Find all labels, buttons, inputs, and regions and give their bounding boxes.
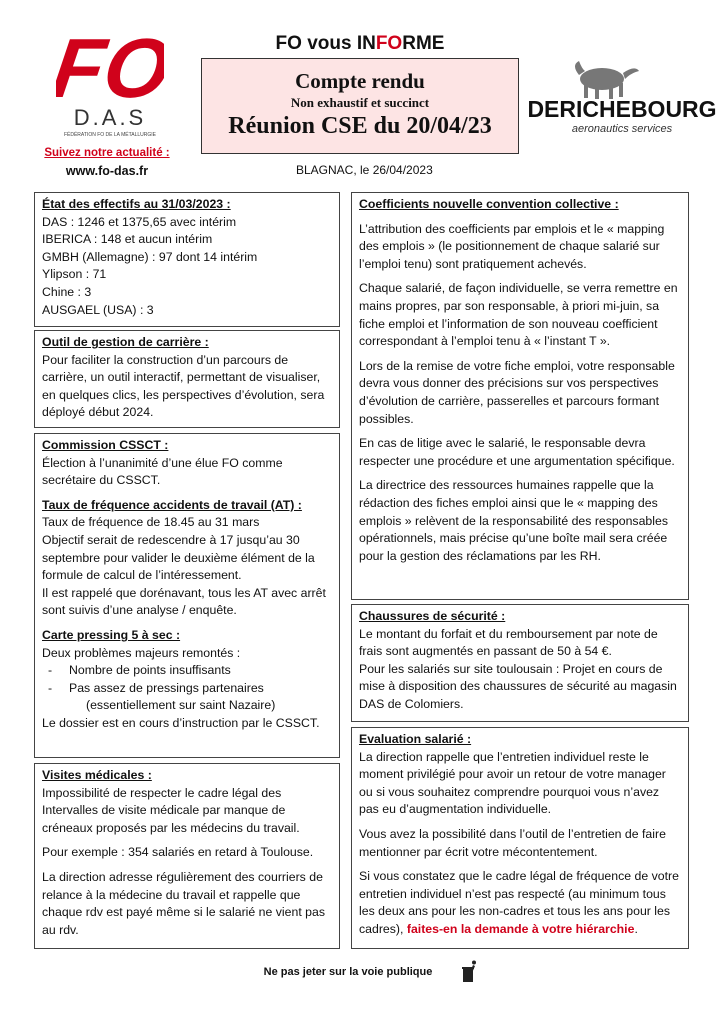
carriere-title: Outil de gestion de carrière : [42,335,209,349]
at-line: Objectif serait de redescendre à 17 jusqu’au 30 septembre pour valider le deuxième élément de la formule de calcul de l’intéressement. [42,532,315,583]
cssct-title: Commission CSSCT : [42,438,169,452]
visites-paragraph: La direction adresse régulièrement des courriers de relance à la médecine du travail et rappelle que chaque rdv est payé même si le salarié ne vient pas au rdv. [42,869,325,937]
fo-logo-text: FO [56,22,164,115]
cssct-text: Élection à l’unanimité d’une élue FO comme secrétaire du CSSCT. [42,455,283,488]
pressing-title: Carte pressing 5 à sec : [42,627,181,642]
coefficients-paragraph: La directrice des ressources humaines rappelle que la rédaction des fiches emploi ainsi que le « mapping des emplois » relèvent de la responsabilité des responsables opérationnels, mais précise qu’une boîte mail sera créée pour la gestion des réclamations par les RH. [359,478,668,563]
follow-label: Suivez notre actualité : [44,147,170,159]
evaluation-paragraph-last: Si vous constatez que le cadre légal de fréquence de votre entretien individuel n’est pas respecté (au minimum tous les deux ans pour les non-cadres et tous les ans pour les cadres), faites-en la demande à votre hiérarchie. [359,869,679,936]
coefficients-box [351,192,689,600]
effectif-line: Chine : 3 [42,284,92,299]
evaluation-title: Evaluation salarié : [359,732,472,746]
at-title: Taux de fréquence accidents de travail (AT) : [42,497,302,512]
effectif-line: AUSGAEL (USA) : 3 [42,302,154,317]
chaussures-paragraph: Le montant du forfait et du remboursement par note de frais sont augmentés en passant de 50 à 54 €. [359,626,658,659]
evaluation-paragraph: La direction rappelle que l’entretien individuel reste le moment privilégié pour avoir un retour de votre manager ou si vous souhaitez comprendre pourquoi vous n’avez pas eu d’augmentation individuelle. [359,749,666,817]
coefficients-title: Coefficients nouvelle convention collective : [359,197,619,211]
chaussures-box [351,604,689,722]
pressing-item-note: (essentiellement sur saint Nazaire) [86,698,276,713]
effectif-line: DAS : 1246 et 1375,65 avec intérim [42,214,237,229]
pressing-end: Le dossier est en cours d’instruction par le CSSCT. [42,715,320,730]
coefficients-paragraph: L’attribution des coefficients par emplois et le « mapping des emplois » (le positionnement de chaque salarié sur l’emploi tenu) sont pratiquement achevés. [359,221,665,271]
visites-box [34,763,340,949]
report-title: Compte rendu [295,69,425,93]
cssct-box [34,433,340,758]
visites-title: Visites médicales : [42,768,152,782]
pressing-item: - Nombre de points insuffisants [42,662,332,680]
evaluation-box [351,727,689,949]
at-line: Il est rappelé que dorénavant, tous les AT avec arrêt sont suivis d’une analyse / enquête. [42,585,326,618]
carriere-text: Pour faciliter la construction d’un parcours de carrière, un outil interactif, permettant de visualiser, en quelques clics, les perspectives d’évolution, sera déployé début 2024. [42,352,325,420]
coefficients-paragraph: En cas de litige avec le salarié, le responsable devra respecter une procédure et une argumentation spécifique. [359,436,675,468]
report-subtitle: Non exhaustif et succinct [290,95,430,110]
chaussures-title: Chaussures de sécurité : [359,609,506,623]
evaluation-paragraph: Vous avez la possibilité dans l’outil de l’entretien de faire mentionner par écrit votre mécontentement. [359,826,666,859]
partner-name: DERICHEBOURG [527,96,717,122]
effectif-line: GMBH (Allemagne) : 97 dont 14 intérim [42,249,258,264]
fo-das-logo [56,22,164,140]
chaussures-paragraph: Pour les salariés sur site toulousain : Projet en cours de mise à disposition des chaussures de sécurité au magasin DAS de Colomiers. [359,661,677,711]
visites-paragraph: Pour exemple : 354 salariés en retard à Toulouse. [42,845,314,860]
animal-emblem-icon [575,61,639,99]
place-date: BLAGNAC, le 26/04/2023 [296,163,433,177]
derichebourg-logo [527,57,717,139]
evaluation-highlight: faites-en la demande à votre hiérarchie [406,921,635,936]
effectif-line: IBERICA : 148 et aucun intérim [42,232,213,247]
effectifs-box [34,192,340,327]
effectifs-title: État des effectifs au 31/03/2023 : [42,197,231,211]
trash-bin-icon [459,960,479,984]
report-meeting: Réunion CSE du 20/04/23 [228,113,492,139]
carriere-box [34,330,340,428]
page-title: FO vous INFORME [275,33,445,54]
partner-subtitle: aeronautics services [571,123,673,135]
effectif-line: Ylipson : 71 [42,267,107,282]
coefficients-paragraph: Lors de la remise de votre fiche emploi, votre responsable devra vous donner des précisions sur vos perspectives d’évolution de carrière, passerelles et parcours formant possibles. [359,358,675,426]
at-line: Taux de fréquence de 18.45 au 31 mars [42,515,260,530]
visites-paragraph: Impossibilité de respecter le cadre légal des Intervalles de visite médicale par manque de créneaux proposés par les médecins du travail. [42,785,300,835]
pressing-item: - Pas assez de pressings partenaires [42,680,332,698]
coefficients-paragraph: Chaque salarié, de façon individuelle, se verra remettre en mains propres, par son responsable, à priori mi-juin, sa fiche emploi et l’information de son nouveau coefficient correspondant à l’emploi tenu à « l’instant T ». [359,281,678,349]
website-link[interactable]: www.fo-das.fr [65,164,149,178]
footer-text: Ne pas jeter sur la voie publique [263,966,433,978]
fo-logo-caption: FÉDÉRATION FO DE LA MÉTALLURGIE [63,132,157,138]
das-logo-text: D.A.S [73,105,147,130]
pressing-intro: Deux problèmes majeurs remontés : [42,645,241,660]
report-header-box [201,58,519,154]
